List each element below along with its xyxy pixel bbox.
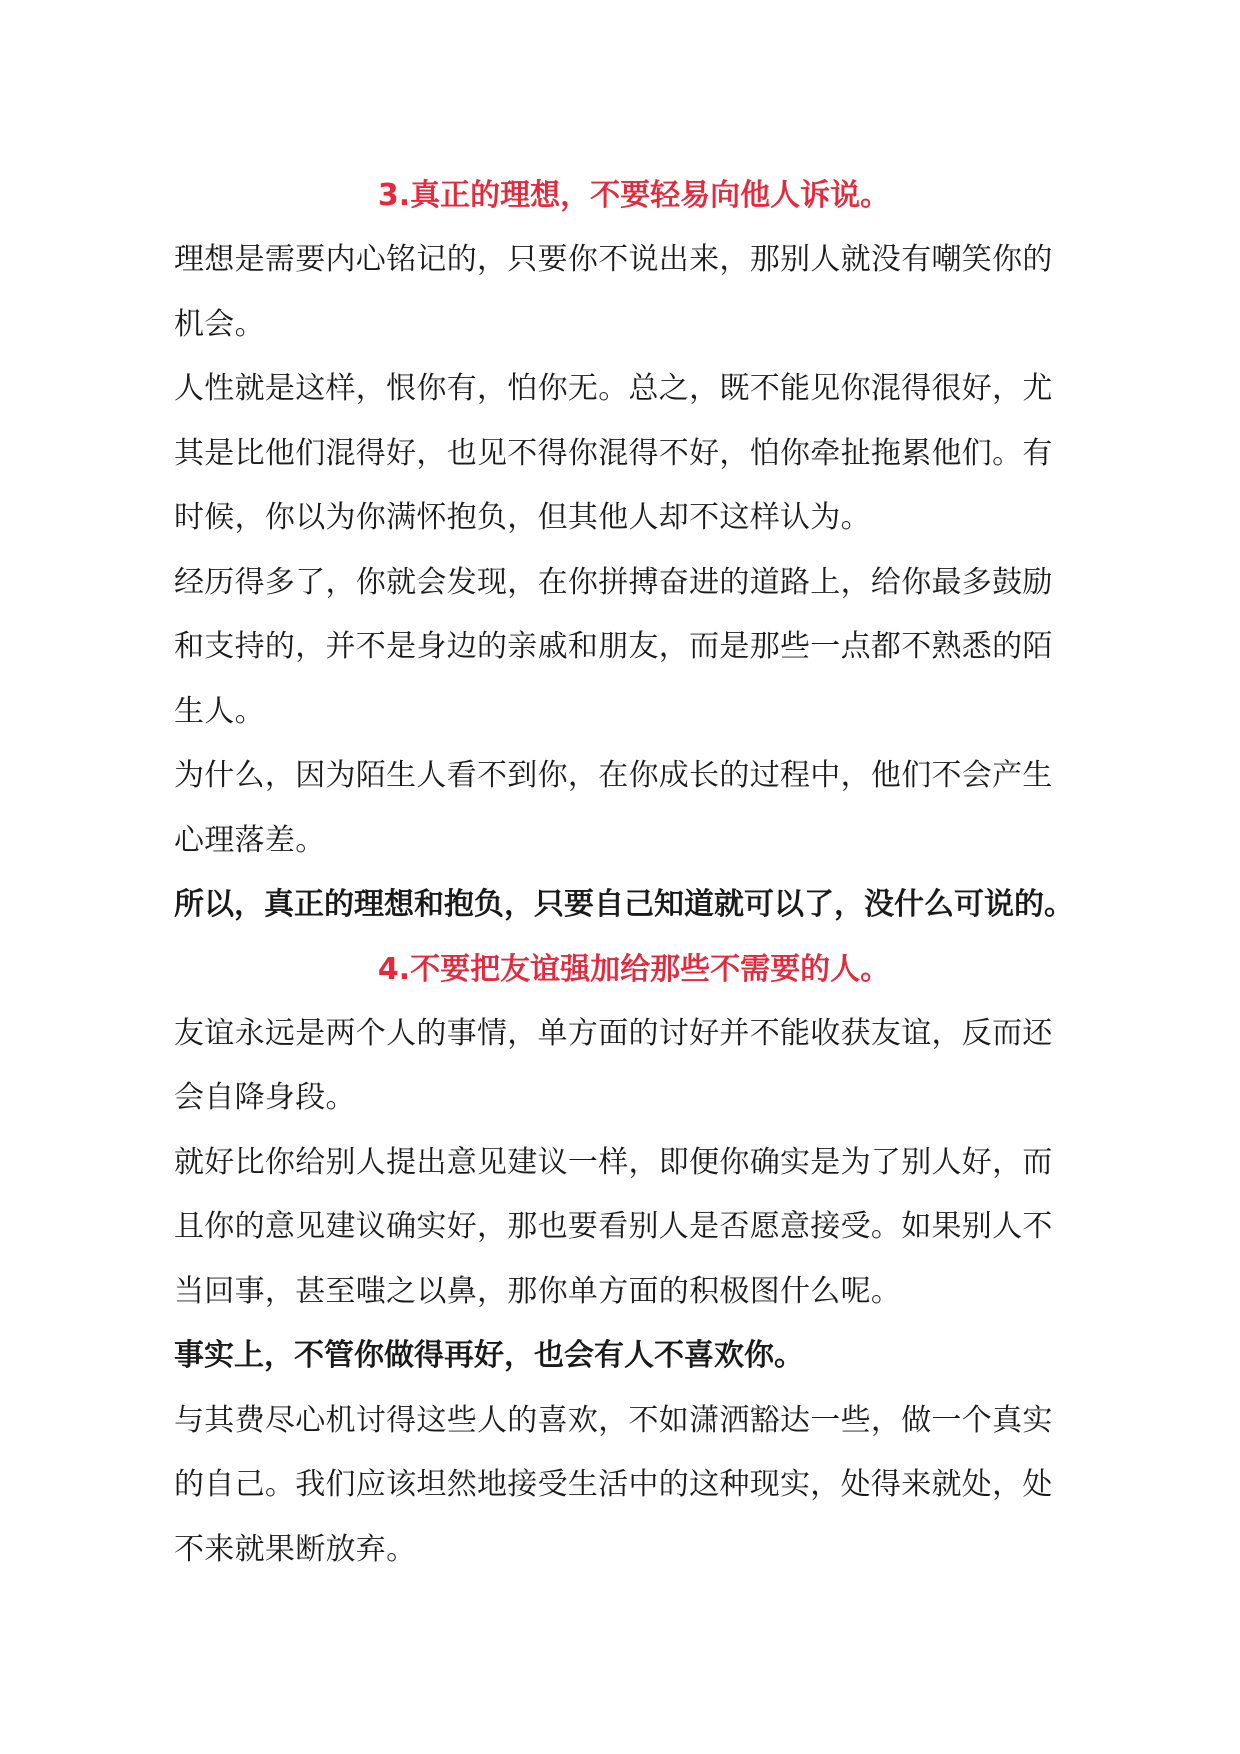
text-line: 当回事，甚至嗤之以鼻，那你单方面的积极图什么呢。	[174, 1273, 902, 1309]
text-line: 会自降身段。	[174, 1080, 356, 1115]
text-line: 心理落差。	[174, 822, 326, 858]
text-line: 友谊永远是两个人的事情，单方面的讨好并不能收获友谊，反而还	[174, 1015, 1053, 1051]
section-3-paragraph-1	[174, 228, 1094, 357]
text-line: 理想是需要内心铭记的，只要你不说出来，那别人就没有嘲笑你的	[174, 242, 1053, 277]
article-body	[174, 164, 1094, 1582]
section-3-paragraph-3	[174, 551, 1094, 745]
text-line: 其是比他们混得好，也见不得你混得不好，怕你牵扯拖累他们。有	[174, 435, 1053, 471]
text-line: 人性就是这样，恨你有，怕你无。总之，既不能见你混得很好，尤	[174, 371, 1053, 406]
section-4-paragraph-2	[174, 1131, 1094, 1325]
text-line: 的自己。我们应该坦然地接受生活中的这种现实，处得来就处，处	[174, 1467, 1053, 1502]
section-3-heading: 3.真正的理想，不要轻易向他人诉说。	[377, 178, 891, 213]
text-line: 为什么，因为陌生人看不到你，在你成长的过程中，他们不会产生	[174, 758, 1053, 793]
text-line: 且你的意见建议确实好，那也要看别人是否愿意接受。如果别人不	[174, 1209, 1053, 1244]
text-line: 就好比你给别人提出意见建议一样，即便你确实是为了别人好，而	[174, 1144, 1053, 1180]
section-4-paragraph-1	[174, 1002, 1094, 1131]
section-3-conclusion: 所以，真正的理想和抱负，只要自己知道就可以了，没什么可说的。	[174, 887, 1074, 922]
text-line: 经历得多了，你就会发现，在你拼搏奋进的道路上，给你最多鼓励	[174, 564, 1053, 600]
text-line: 和支持的，并不是身边的亲戚和朋友，而是那些一点都不熟悉的陌	[174, 629, 1053, 664]
section-3-paragraph-4	[174, 744, 1094, 873]
text-line: 与其费尽心机讨得这些人的喜欢，不如潇洒豁达一些，做一个真实	[174, 1402, 1053, 1438]
text-line: 不来就果断放弃。	[174, 1531, 417, 1567]
section-4-closing-paragraph	[174, 1389, 1094, 1583]
text-line: 机会。	[174, 306, 265, 342]
section-4-heading: 4.不要把友谊强加给那些不需要的人。	[377, 951, 891, 987]
section-4-conclusion: 事实上，不管你做得再好，也会有人不喜欢你。	[174, 1338, 804, 1373]
text-line: 时候，你以为你满怀抱负，但其他人却不这样认为。	[174, 500, 871, 535]
text-line: 生人。	[174, 693, 265, 729]
section-3-paragraph-2	[174, 357, 1094, 551]
